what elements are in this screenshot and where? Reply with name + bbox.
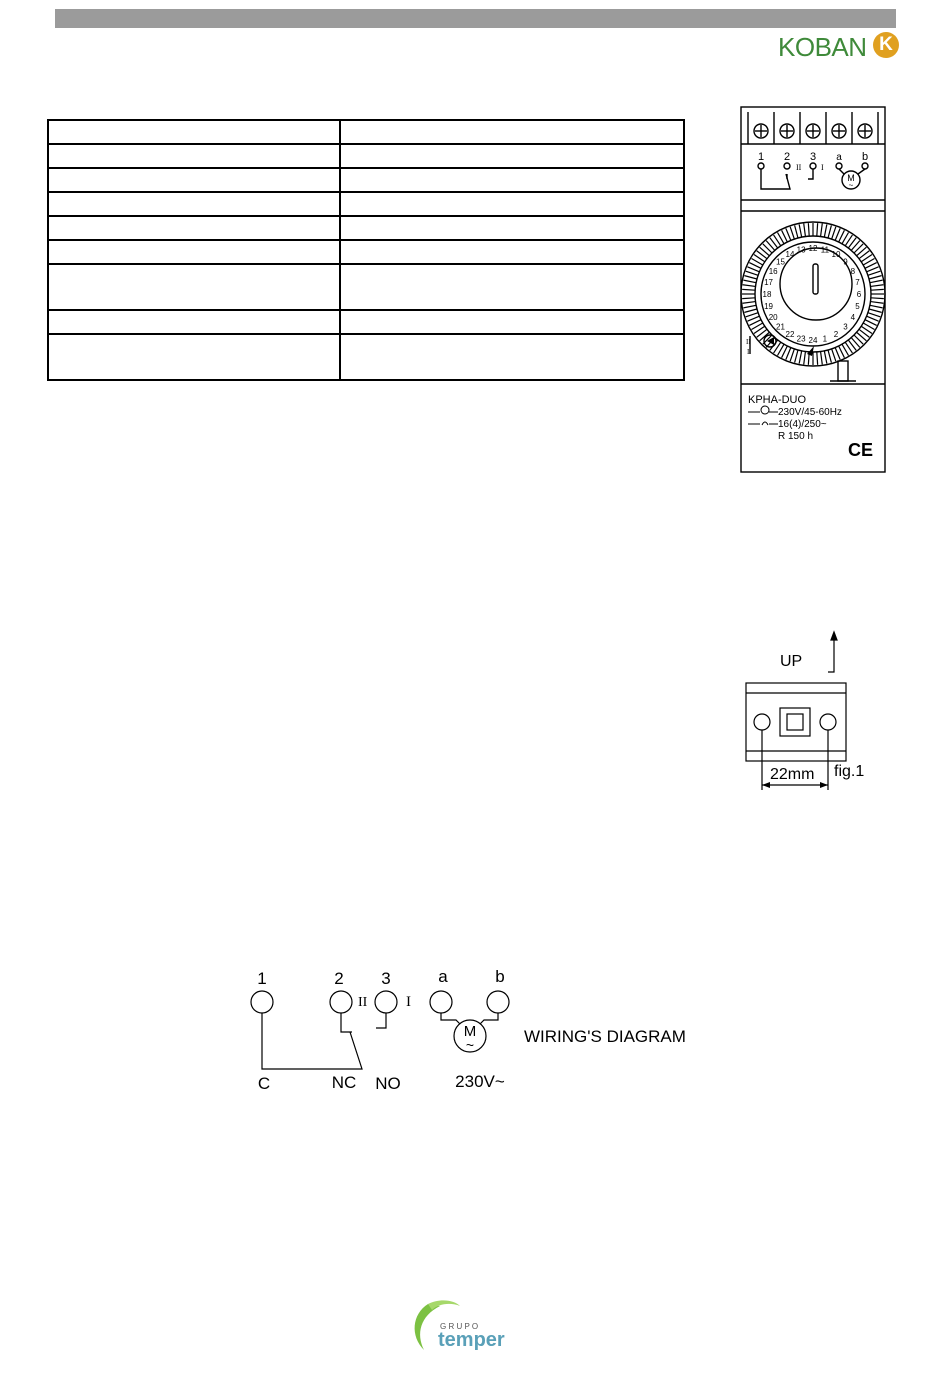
dial-segment: [817, 223, 818, 236]
label-common: C: [257, 1074, 271, 1093]
dial-hour-label: 13: [796, 245, 806, 255]
device-model: KPHA-DUO: [748, 394, 807, 406]
table-row: [48, 192, 684, 216]
dial-hour-label: 8: [850, 267, 856, 276]
dial-hour-label: 5: [855, 301, 860, 311]
dial-segment: [817, 352, 818, 365]
wiring-diagram: [240, 962, 720, 1097]
brand-mark-icon: K: [873, 32, 899, 58]
footer-brand-name: temper: [438, 1329, 505, 1351]
koban-logo: [778, 30, 898, 62]
dial-segment: [871, 298, 884, 299]
device-terminal-b: b: [861, 151, 869, 163]
wiring-contact-ii: II: [358, 995, 368, 1010]
device-motor-tilde: ~: [848, 181, 854, 190]
fig1-caption: fig.1: [834, 763, 865, 780]
device-rating-reserve: R 150 h: [778, 431, 814, 442]
table-row: [48, 120, 684, 144]
dial-hour-label: 14: [785, 250, 795, 260]
device-contact-ii: II: [796, 163, 802, 172]
distance-label: 22mm: [770, 766, 815, 783]
wiring-terminal-1: 1: [257, 969, 267, 988]
ce-mark: CE: [848, 440, 874, 460]
dial-hour-label: 24: [808, 336, 818, 345]
device-terminal-2: 2: [783, 151, 791, 163]
brand-name: KOBAN: [778, 32, 867, 62]
dial-segment: [808, 223, 809, 236]
wiring-motor-label: M: [463, 1023, 477, 1040]
table-row: [48, 168, 684, 192]
dial-hour-label: 19: [764, 301, 774, 311]
grupo-temper-logo: [410, 1296, 520, 1356]
footer-group-label: G R U P O: [440, 1322, 479, 1331]
dial-hour-label: 18: [762, 290, 772, 299]
device-rating-current: 16(4)/250~: [778, 419, 827, 430]
table-row: [48, 264, 684, 310]
wiring-terminal-3: 3: [381, 969, 391, 988]
device-rating-voltage: 230V/45-60Hz: [778, 407, 842, 418]
dial-hour-label: 3: [843, 322, 848, 332]
dial-hour-label: 1: [822, 334, 828, 344]
device-terminal-3: 3: [809, 151, 817, 163]
dimension-arrow-left-icon: [762, 782, 770, 788]
dial-hour-label: 21: [776, 322, 785, 332]
dial-segment: [871, 289, 884, 290]
table-row: [48, 144, 684, 168]
table-row: [48, 310, 684, 334]
dimension-arrow-right-icon: [820, 782, 828, 788]
dial-hour-label: 16: [768, 267, 778, 276]
dial-hour-label: 15: [776, 257, 785, 267]
dial-hour-label: 10: [831, 250, 841, 260]
device-motor-label: M: [847, 173, 855, 183]
wiring-voltage: 230V~: [455, 1072, 505, 1091]
dial-hour-label: 20: [768, 313, 778, 322]
device-contact-i: I: [821, 163, 824, 172]
dial-hour-label: 23: [796, 334, 806, 344]
label-normally-open: NO: [375, 1074, 401, 1093]
table-row: [48, 240, 684, 264]
wiring-motor-tilde: ~: [465, 1037, 475, 1053]
header-bar: [55, 9, 896, 28]
up-label: UP: [780, 653, 803, 670]
dial-hour-label: 11: [820, 245, 830, 255]
dial-segment: [742, 298, 755, 299]
dial-segment: [742, 289, 755, 290]
dial-hour-label: 7: [855, 278, 860, 288]
mounting-figure: [740, 630, 870, 795]
dial-hour-label: 17: [764, 278, 774, 288]
table-row: [48, 334, 684, 380]
dial-hour-label: 12: [808, 244, 818, 253]
label-normally-closed: NC: [331, 1073, 357, 1092]
table-row: [48, 216, 684, 240]
wiring-terminal-a: a: [438, 967, 448, 986]
wiring-terminal-b: b: [495, 967, 505, 986]
switch-label-ii: II: [746, 338, 751, 346]
dial-hour-label: 6: [856, 290, 862, 299]
dial-hour-label: 4: [850, 313, 856, 322]
switch-label-i: I: [747, 348, 750, 356]
spec-table: [47, 119, 685, 381]
dial-hour-label: 2: [833, 329, 839, 339]
wiring-title: WIRING'S DIAGRAM: [524, 1027, 686, 1046]
dial-hour-label: 22: [785, 329, 795, 339]
device-terminal-a: a: [836, 152, 842, 163]
wiring-terminal-2: 2: [334, 969, 344, 988]
device-terminal-1: 1: [757, 151, 765, 163]
wiring-contact-i: I: [406, 994, 411, 1010]
dial-hour-label: 9: [843, 257, 848, 267]
timer-device-drawing: [738, 104, 888, 476]
leaf-swoosh-icon: [415, 1304, 440, 1350]
